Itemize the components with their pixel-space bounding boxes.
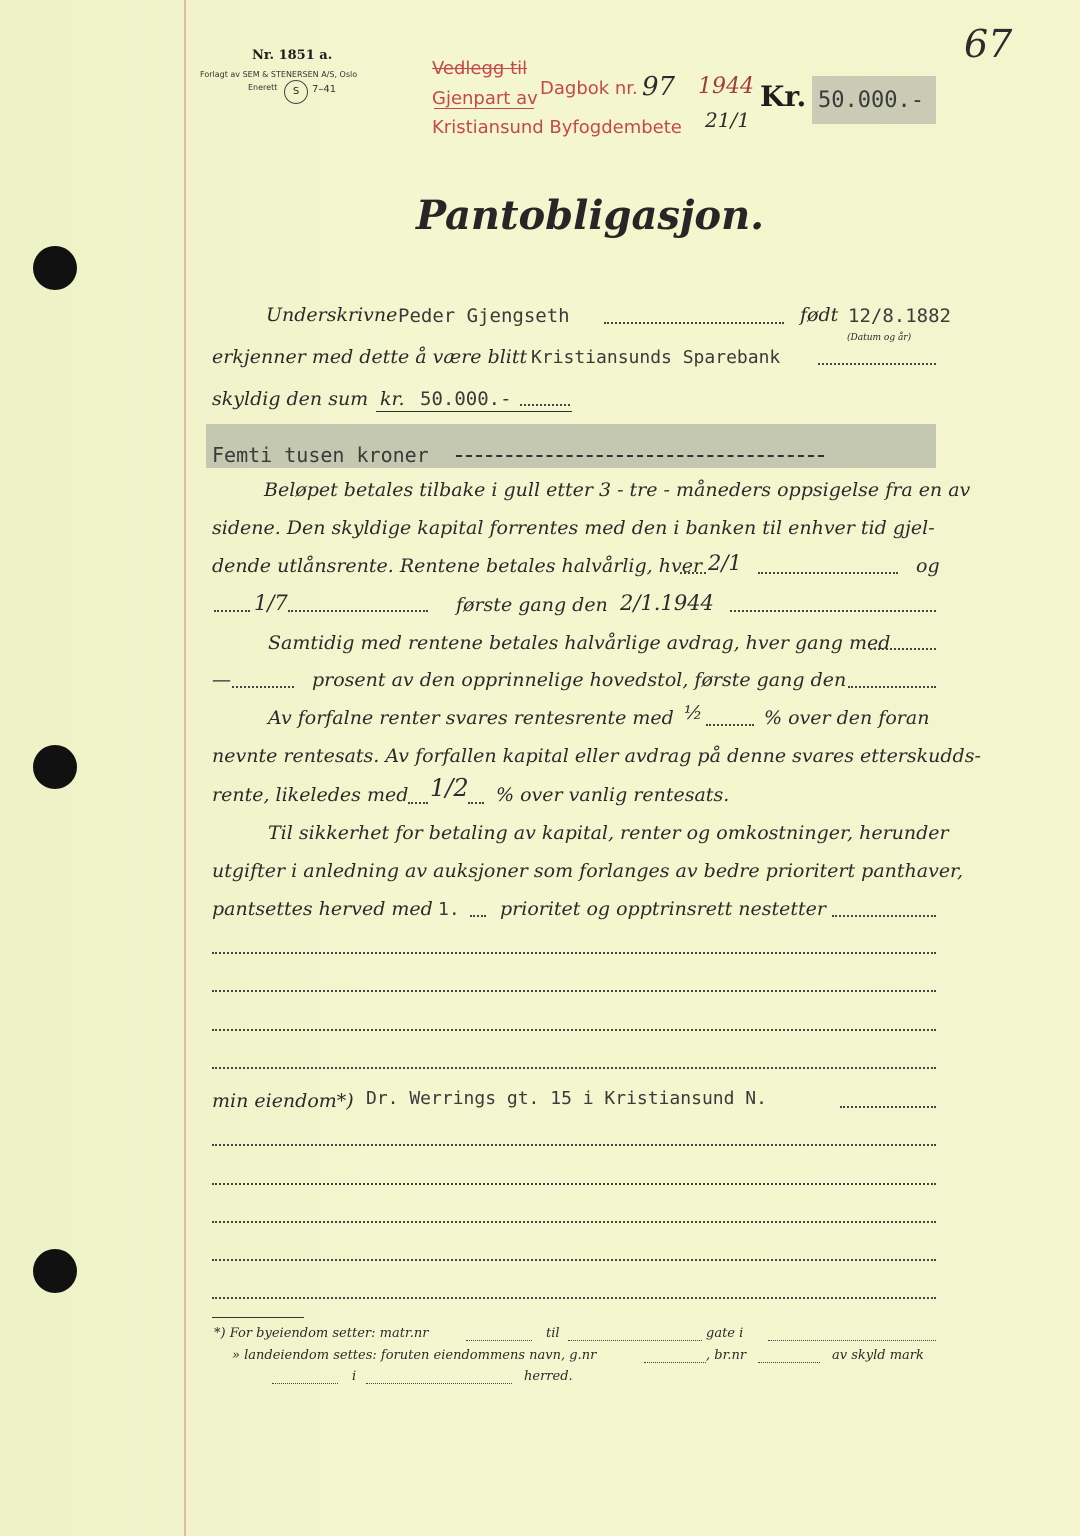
footnote-line: i <box>352 1369 357 1384</box>
amount-value: 50.000.- <box>818 88 924 113</box>
date-hint: (Datum og år) <box>847 333 912 343</box>
dagbok-year: 1944 <box>698 74 754 99</box>
punch-hole-middle <box>33 745 77 789</box>
body-line: Til sikkerhet for betaling av kapital, renter og omkostninger, herunder <box>268 822 949 844</box>
punch-hole-bottom <box>33 1249 77 1293</box>
body-line: Av forfalne renter svares rentesrente med <box>268 707 674 729</box>
creditor-name: Kristiansunds Sparebank <box>531 347 781 368</box>
dotted-line <box>644 1362 706 1363</box>
dotted-line <box>870 648 936 650</box>
publisher-date: 7–41 <box>312 84 337 95</box>
sum-words-fill <box>456 455 824 457</box>
first-date: 2/1.1944 <box>620 591 714 615</box>
page-number: 67 <box>964 22 1013 66</box>
kr-text: kr. <box>380 388 405 410</box>
dotted-line <box>520 404 570 406</box>
body-line: % over den foran <box>764 707 930 729</box>
footnote-line: herred. <box>524 1369 573 1384</box>
interest-term-2: 1/7 <box>254 591 288 615</box>
sum-value: 50.000.- <box>420 388 512 410</box>
blank-line <box>212 952 936 954</box>
dotted-line <box>768 1340 936 1341</box>
dotted-line <box>840 1106 936 1108</box>
document-title: Pantobligasjon. <box>416 192 765 239</box>
acknowledge-text: erkjenner med dette å være blitt <box>212 346 528 368</box>
og-text: og <box>916 555 940 577</box>
dotted-line <box>818 363 936 365</box>
owe-text: skyldig den sum <box>212 388 369 410</box>
blank-line <box>212 990 936 992</box>
body-line: prioritet og opptrinsrett nestetter <box>500 898 827 920</box>
dash-mark: — <box>212 669 231 691</box>
body-line: Beløpet betales tilbake i gull etter 3 - tre - måneders oppsigelse fra en av <box>264 479 971 501</box>
dotted-line <box>568 1340 702 1341</box>
first-time-text: første gang den <box>456 594 608 616</box>
body-line: dende utlånsrente. Rentene betales halvårlig, hver <box>212 555 703 577</box>
blank-line <box>212 1183 936 1185</box>
blank-line <box>212 1029 936 1031</box>
body-line: sidene. Den skyldige kapital forrentes med den i banken til enhver tid gjel- <box>212 517 935 539</box>
body-line: rente, likeledes med <box>212 784 409 806</box>
dotted-line <box>466 1340 532 1341</box>
dotted-line <box>832 915 936 917</box>
dotted-line <box>848 686 936 688</box>
publisher-line: Forlagt av SEM & STENERSEN A/S, Oslo <box>200 70 358 79</box>
birth-date: 12/8.1882 <box>848 305 951 327</box>
born-label: født <box>800 304 839 326</box>
dotted-line <box>730 610 936 612</box>
stamp-rule <box>434 108 534 109</box>
debtor-name: Peder Gjengseth <box>398 305 570 327</box>
late-rate: 1/2 <box>430 774 469 802</box>
publisher-seal-icon: S <box>284 80 308 104</box>
body-line: nevnte rentesats. Av forfallen kapital eller avdrag på denne svares etterskudds- <box>212 745 981 767</box>
footnote-line: gate i <box>706 1326 744 1341</box>
gjenpart-stamp: Gjenpart av <box>432 88 538 109</box>
interest-term-1: 2/1 <box>708 551 742 575</box>
dotted-line <box>232 686 294 688</box>
property-address: Dr. Werrings gt. 15 i Kristiansund N. <box>366 1088 767 1109</box>
body-line: Samtidig med rentene betales halvårlige avdrag, hver gang med <box>268 632 891 654</box>
kr-label: Kr. <box>760 80 807 113</box>
interest-rate: ½ <box>684 702 703 724</box>
form-number: Nr. 1851 a. <box>252 48 333 63</box>
undersign-label: Underskrivne <box>266 304 398 326</box>
punch-hole-top <box>33 246 77 290</box>
vedlegg-stamp: Vedlegg til <box>432 58 528 79</box>
dotted-line <box>468 802 484 804</box>
footnote-line: *) For byeiendom setter: matr.nr <box>214 1326 429 1341</box>
body-line: % over vanlig rentesats. <box>496 784 730 806</box>
dagbok-number: 97 <box>642 72 676 102</box>
body-line: prosent av den opprinnelige hovedstol, første gang den <box>312 669 847 691</box>
dotted-line <box>288 610 428 612</box>
blank-line <box>212 1259 936 1261</box>
dotted-line <box>408 802 428 804</box>
body-line: utgifter i anledning av auksjoner som forlanges av bedre prioritert panthaver, <box>212 860 964 882</box>
dotted-line <box>272 1383 338 1384</box>
footnote-line: , br.nr <box>706 1348 747 1363</box>
dotted-line <box>758 1362 820 1363</box>
blank-line <box>212 1144 936 1146</box>
footnote-rule <box>212 1317 304 1318</box>
office-stamp: Kristiansund Byfogdembete <box>432 117 682 138</box>
sum-in-words: Femti tusen kroner <box>212 443 429 467</box>
blank-line <box>212 1067 936 1069</box>
dagbok-label: Dagbok nr. <box>540 78 638 99</box>
sum-underline <box>376 411 572 412</box>
property-label: min eiendom*) <box>212 1090 354 1112</box>
footnote-line: til <box>546 1326 560 1341</box>
blank-line <box>212 1297 936 1299</box>
dotted-line <box>758 572 898 574</box>
priority-value: 1. <box>438 899 460 920</box>
footnote-line: av skyld mark <box>832 1348 924 1363</box>
publisher-enerett: Enerett <box>248 83 278 92</box>
dotted-line <box>604 322 784 324</box>
footnote-line: » landeiendom settes: foruten eiendommens navn, g.nr <box>232 1348 597 1363</box>
date-mark: 21/1 <box>705 108 750 132</box>
dotted-line <box>680 572 706 574</box>
blank-line <box>212 1221 936 1223</box>
dotted-line <box>214 610 250 612</box>
margin-rule <box>184 0 186 1536</box>
dotted-line <box>366 1383 512 1384</box>
dotted-line <box>706 724 754 726</box>
dotted-line <box>470 915 486 917</box>
body-line: pantsettes herved med <box>212 898 433 920</box>
